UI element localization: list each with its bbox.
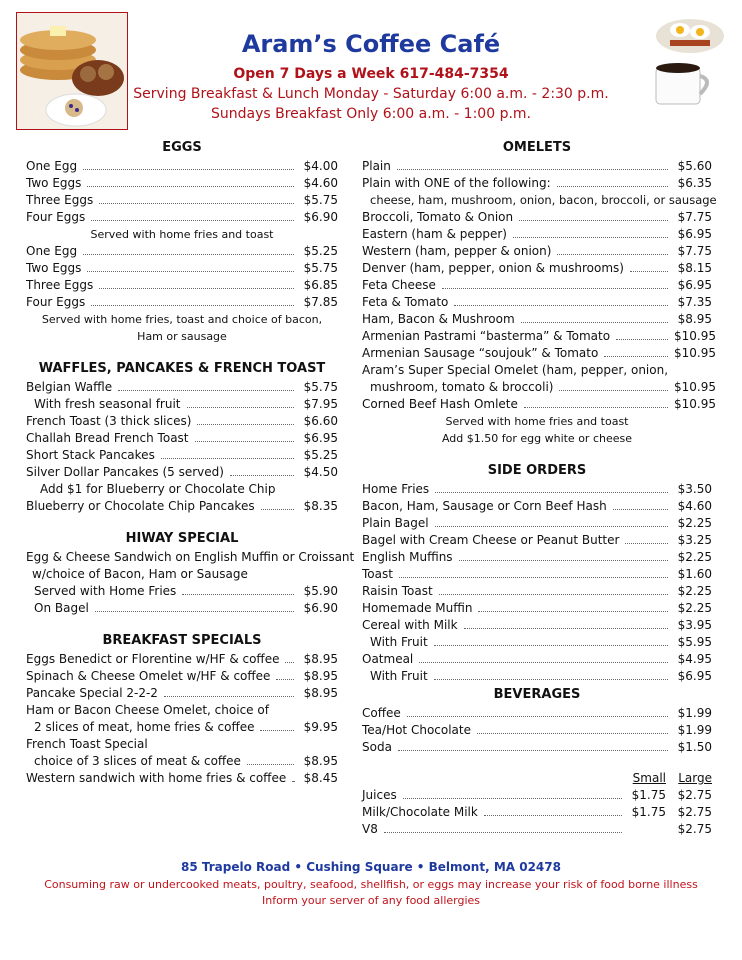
eggs-note: Served with home fries and toast (90, 228, 274, 241)
menu-item: With Fruit $6.95 (370, 669, 712, 683)
eggs-note: Ham or sausage (137, 330, 227, 343)
menu-item: Four Eggs $7.85 (26, 295, 338, 309)
menu-item: Pancake Special 2-2-2 $8.95 (26, 686, 338, 700)
menu-item: With Fruit $5.95 (370, 635, 712, 649)
menu-item: Ham, Bacon & Mushroom $8.95 (362, 312, 712, 326)
menu-item: French Toast (3 thick slices) $6.60 (26, 414, 338, 428)
eggs-heading: EGGS (162, 140, 202, 155)
menu-item: Soda $1.50 (362, 740, 712, 754)
menu-item: Western sandwich with home fries & coffee $8.45 (26, 771, 338, 785)
menu-item: Belgian Waffle $5.75 (26, 380, 338, 394)
menu-item: Challah Bread French Toast $6.95 (26, 431, 338, 445)
omelet-options: cheese, ham, mushroom, onion, bacon, broccoli, or sausage (370, 193, 717, 207)
menu-item: Plain with ONE of the following: $6.35 (362, 176, 712, 190)
menu-item: Plain $5.60 (362, 159, 712, 173)
menu-item: Cereal with Milk $3.95 (362, 618, 712, 632)
cafe-title: Aram’s Coffee Café (241, 30, 501, 58)
menu-item: Bagel with Cream Cheese or Peanut Butter $3.25 (362, 533, 712, 547)
menu-item: On Bagel $6.90 (34, 601, 338, 615)
menu-item: Two Eggs $4.60 (26, 176, 338, 190)
menu-item: One Egg $5.25 (26, 244, 338, 258)
menu-item: With fresh seasonal fruit $7.95 (34, 397, 338, 411)
size-headers (362, 770, 712, 787)
large-size-label: Large (678, 771, 712, 785)
beverages-heading: BEVERAGES (493, 687, 581, 702)
menu-item: Armenian Pastrami “basterma” & Tomato $10.95 (362, 329, 716, 343)
menu-item: V8 $2.75 (362, 822, 712, 836)
specials-heading: BREAKFAST SPECIALS (102, 633, 262, 648)
serving-hours: Serving Breakfast & Lunch Monday - Saturday 6:00 a.m. - 2:30 p.m. (133, 86, 609, 102)
menu-item: Broccoli, Tomato & Onion $7.75 (362, 210, 712, 224)
omelets-note: Served with home fries and toast (445, 415, 629, 428)
address: 85 Trapelo Road • Cushing Square • Belmont, MA 02478 (181, 860, 561, 874)
menu-item: Eggs Benedict or Florentine w/HF & coffee $8.95 (26, 652, 338, 666)
right-column (362, 138, 717, 838)
menu-item: Homemade Muffin $2.25 (362, 601, 712, 615)
eggs-note: Served with home fries, toast and choice of bacon, (41, 313, 323, 326)
menu-item: Denver (ham, pepper, onion & mushrooms) $8.15 (362, 261, 712, 275)
menu-item: 2 slices of meat, home fries & coffee $9.95 (34, 720, 338, 734)
menu-item: Coffee $1.99 (362, 706, 712, 720)
menu-item: Served with Home Fries $5.90 (34, 584, 338, 598)
menu-item: mushroom, tomato & broccoli) $10.95 (370, 380, 716, 394)
specials-description: Ham or Bacon Cheese Omelet, choice of (26, 703, 269, 717)
waffles-heading: WAFFLES, PANCAKES & FRENCH TOAST (38, 361, 326, 376)
menu-item: English Muffins $2.25 (362, 550, 712, 564)
menu-item: Milk/Chocolate Milk $1.75 $2.75 (362, 805, 712, 819)
menu-item: choice of 3 slices of meat & coffee $8.95 (34, 754, 338, 768)
menu-item: Raisin Toast $2.25 (362, 584, 712, 598)
hiway-description: Egg & Cheese Sandwich on English Muffin or Croissant (26, 550, 355, 564)
menu-item: Tea/Hot Chocolate $1.99 (362, 723, 712, 737)
menu-item: Oatmeal $4.95 (362, 652, 712, 666)
menu-item: Armenian Sausage “soujouk” & Tomato $10.95 (362, 346, 716, 360)
menu-item: One Egg $4.00 (26, 159, 338, 173)
allergy-notice: Inform your server of any food allergies (261, 894, 481, 907)
menu-item: Silver Dollar Pancakes (5 served) $4.50 (26, 465, 338, 479)
menu-item: Toast $1.60 (362, 567, 712, 581)
omelet-description: Aram’s Super Special Omelet (ham, pepper, onion, (362, 363, 669, 377)
menu-item: Blueberry or Chocolate Chip Pancakes $8.35 (26, 499, 338, 513)
left-column (26, 138, 355, 787)
menu-item: Two Eggs $5.75 (26, 261, 338, 275)
menu-item: Spinach & Cheese Omelet w/HF & coffee $8.95 (26, 669, 338, 683)
food-safety-warning: Consuming raw or undercooked meats, poultry, seafood, shellfish, or eggs may increase your risk of food borne illness (44, 878, 698, 891)
sides-heading: SIDE ORDERS (487, 463, 587, 478)
menu-item: Four Eggs $6.90 (26, 210, 338, 224)
menu-item: Bacon, Ham, Sausage or Corn Beef Hash $4.60 (362, 499, 712, 513)
menu-item: Three Eggs $6.85 (26, 278, 338, 292)
menu-item: Corned Beef Hash Omlete $10.95 (362, 397, 716, 411)
specials-description: French Toast Special (26, 737, 148, 751)
menu-item: Home Fries $3.50 (362, 482, 712, 496)
omelets-note: Add $1.50 for egg white or cheese (441, 432, 633, 445)
waffles-addon-note: Add $1 for Blueberry or Chocolate Chip (40, 482, 276, 496)
small-size-label: Small (632, 771, 666, 785)
menu-item: Juices $1.75 $2.75 (362, 788, 712, 802)
menu-item: Three Eggs $5.75 (26, 193, 338, 207)
menu-item: Feta Cheese $6.95 (362, 278, 712, 292)
hours-phone: Open 7 Days a Week 617-484-7354 (233, 66, 509, 82)
menu-item: Feta & Tomato $7.35 (362, 295, 712, 309)
hiway-heading: HIWAY SPECIAL (125, 531, 239, 546)
hiway-description: w/choice of Bacon, Ham or Sausage (32, 567, 248, 581)
menu-item: Western (ham, pepper & onion) $7.75 (362, 244, 712, 258)
menu-item: Short Stack Pancakes $5.25 (26, 448, 338, 462)
omelets-heading: OMELETS (502, 140, 572, 155)
menu-item: Plain Bagel $2.25 (362, 516, 712, 530)
sunday-hours: Sundays Breakfast Only 6:00 a.m. - 1:00 p.m. (210, 106, 531, 122)
menu-item: Eastern (ham & pepper) $6.95 (362, 227, 712, 241)
